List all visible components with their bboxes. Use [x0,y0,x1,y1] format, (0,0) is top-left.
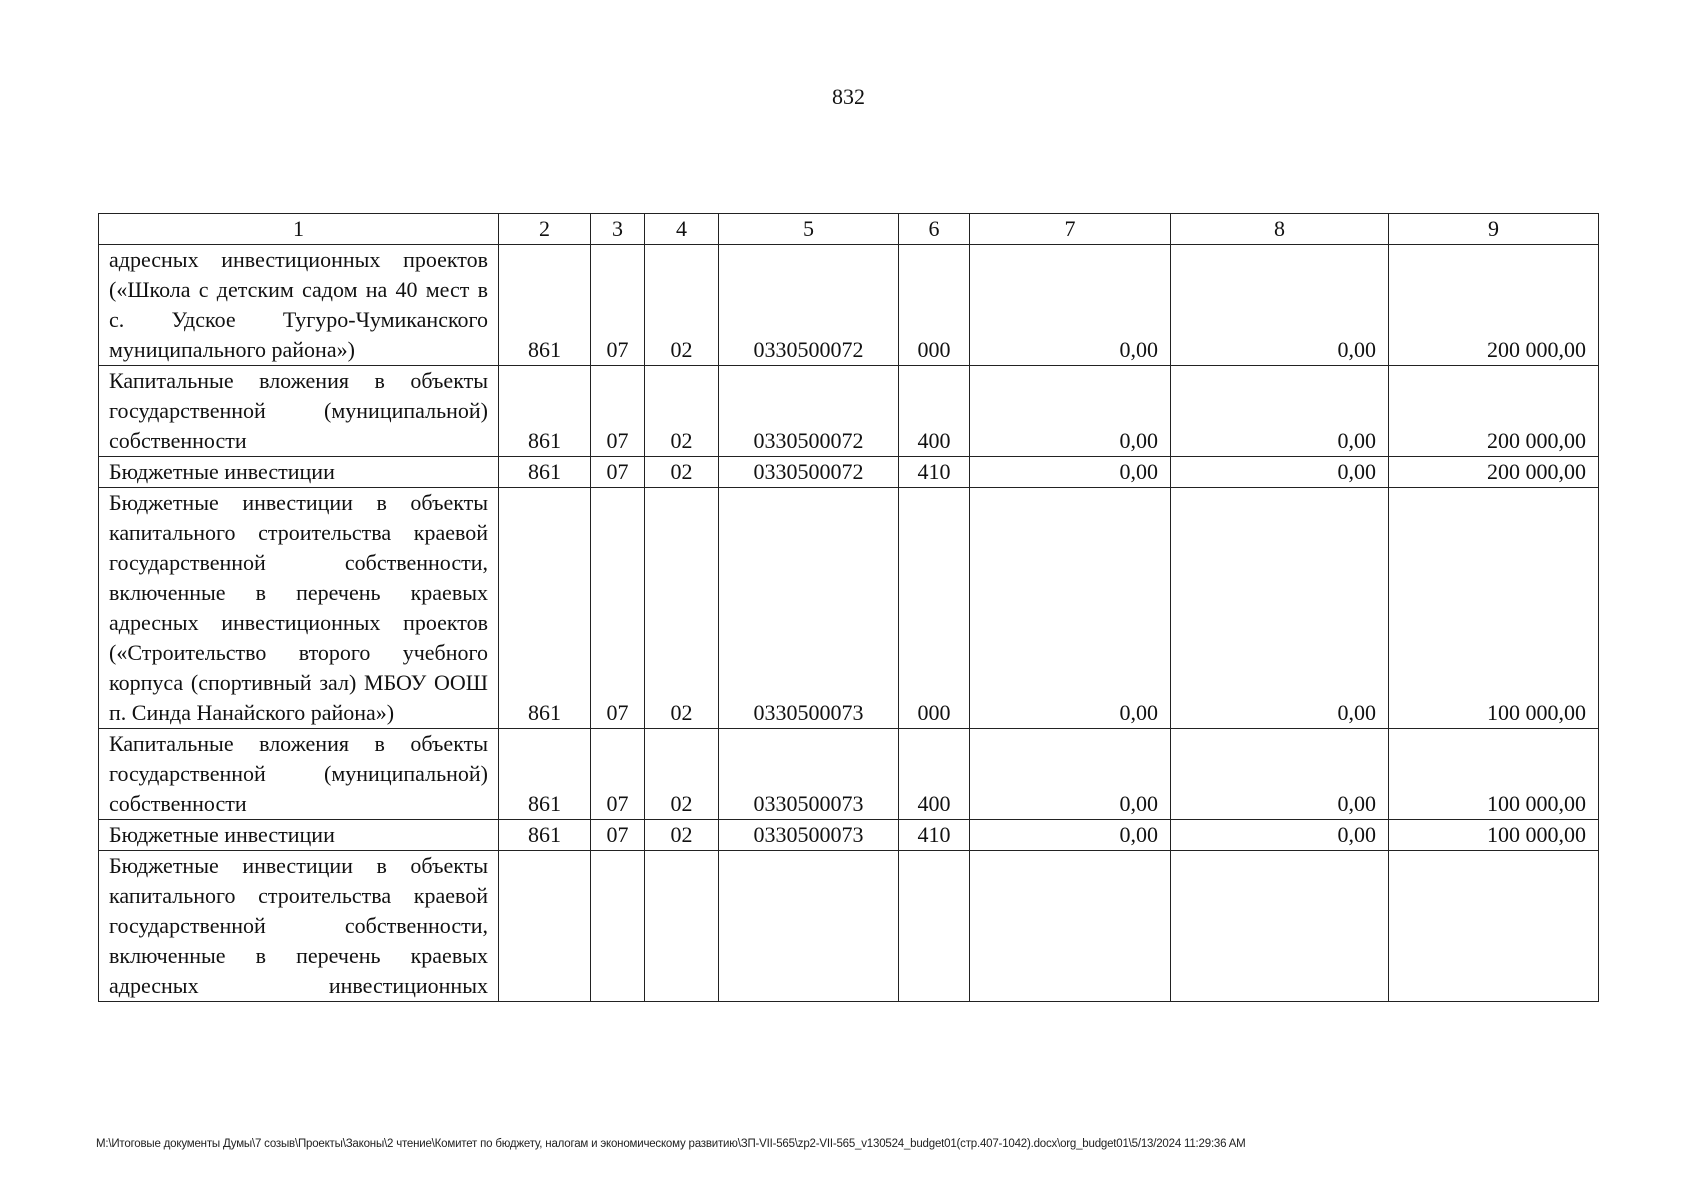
cell-col9 [1389,851,1599,1002]
column-header: 2 [499,214,591,245]
cell-col9: 200 000,00 [1389,245,1599,366]
cell-col7: 0,00 [970,488,1171,729]
cell-col3: 07 [591,245,645,366]
cell-col5: 0330500073 [719,729,899,820]
cell-col5: 0330500072 [719,366,899,457]
cell-col7: 0,00 [970,457,1171,488]
cell-col2: 861 [499,820,591,851]
cell-col9: 100 000,00 [1389,729,1599,820]
cell-col6: 400 [899,729,970,820]
cell-col9: 100 000,00 [1389,488,1599,729]
cell-col4: 02 [645,457,719,488]
cell-col4: 02 [645,729,719,820]
cell-col7: 0,00 [970,245,1171,366]
cell-col5: 0330500072 [719,457,899,488]
item-name: Капитальные вложения в объекты государственной (муниципальной) собственности [99,366,499,457]
cell-col2: 861 [499,729,591,820]
cell-col3: 07 [591,366,645,457]
cell-col6: 410 [899,820,970,851]
footer-file-path: M:\Итоговые документы Думы\7 созыв\Проекты\Законы\2 чтение\Комитет по бюджету, налогам и экономическому развитию\ЗП-VII-565\zp2-VII-565_v130524_budget01(стр.407-1042).docx\org_budget01\5/13/2024 11:29:36 AM [96,1138,1246,1150]
cell-col3 [591,851,645,1002]
cell-col7: 0,00 [970,820,1171,851]
cell-col7: 0,00 [970,366,1171,457]
column-header: 4 [645,214,719,245]
item-name: Бюджетные инвестиции [99,820,499,851]
cell-col2 [499,851,591,1002]
cell-col7: 0,00 [970,729,1171,820]
cell-col5: 0330500073 [719,820,899,851]
table-row [99,457,1599,488]
table-row [99,729,1599,820]
cell-col8: 0,00 [1171,457,1389,488]
page-number: 832 [832,84,865,109]
column-header: 5 [719,214,899,245]
budget-table [98,213,1599,1002]
cell-col3: 07 [591,820,645,851]
cell-col4: 02 [645,820,719,851]
cell-col7 [970,851,1171,1002]
table-row [99,820,1599,851]
table-header-row [99,214,1599,245]
column-header: 1 [99,214,499,245]
column-header: 8 [1171,214,1389,245]
cell-col2: 861 [499,245,591,366]
table-row [99,851,1599,1002]
table-row [99,366,1599,457]
cell-col5: 0330500072 [719,245,899,366]
column-header: 6 [899,214,970,245]
column-header: 9 [1389,214,1599,245]
cell-col4: 02 [645,366,719,457]
cell-col8: 0,00 [1171,245,1389,366]
cell-col8: 0,00 [1171,729,1389,820]
cell-col4: 02 [645,488,719,729]
cell-col5: 0330500073 [719,488,899,729]
cell-col9: 200 000,00 [1389,457,1599,488]
table-row [99,488,1599,729]
cell-col8 [1171,851,1389,1002]
item-name: Бюджетные инвестиции в объекты капитального строительства краевой государственной собственности, включенные в перечень краевых адресных инвестиционных [99,851,499,1002]
cell-col6 [899,851,970,1002]
cell-col2: 861 [499,488,591,729]
item-name: адресных инвестиционных проектов («Школа с детским садом на 40 мест в с. Удское Тугуро-Чумиканского муниципального района») [99,245,499,366]
cell-col9: 200 000,00 [1389,366,1599,457]
item-name: Бюджетные инвестиции в объекты капитального строительства краевой государственной собственности, включенные в перечень краевых адресных инвестиционных проектов («Строительство второго учебного корпуса (спортивный зал) МБОУ ООШ п. Синда Нанайского района») [99,488,499,729]
cell-col9: 100 000,00 [1389,820,1599,851]
cell-col8: 0,00 [1171,820,1389,851]
cell-col4 [645,851,719,1002]
cell-col2: 861 [499,457,591,488]
item-name: Капитальные вложения в объекты государственной (муниципальной) собственности [99,729,499,820]
cell-col3: 07 [591,457,645,488]
cell-col6: 400 [899,366,970,457]
cell-col3: 07 [591,488,645,729]
cell-col8: 0,00 [1171,366,1389,457]
cell-col5 [719,851,899,1002]
item-name: Бюджетные инвестиции [99,457,499,488]
column-header: 7 [970,214,1171,245]
table-row [99,245,1599,366]
column-header: 3 [591,214,645,245]
cell-col2: 861 [499,366,591,457]
cell-col3: 07 [591,729,645,820]
cell-col6: 410 [899,457,970,488]
cell-col4: 02 [645,245,719,366]
cell-col6: 000 [899,488,970,729]
cell-col8: 0,00 [1171,488,1389,729]
cell-col6: 000 [899,245,970,366]
